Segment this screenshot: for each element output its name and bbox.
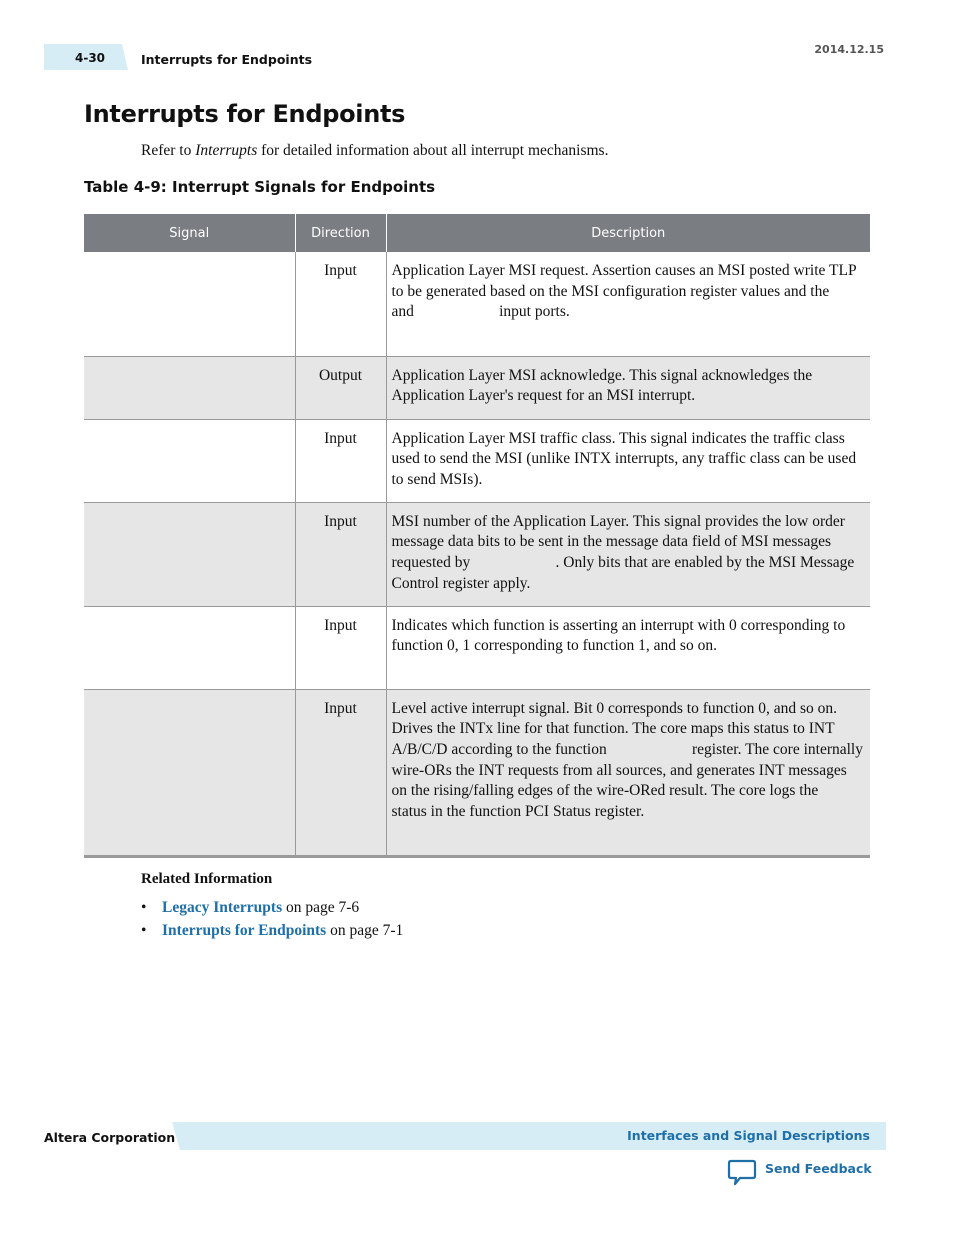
table-row [84,419,870,502]
list-item [141,922,403,945]
table-row [84,252,870,356]
signal-cell [84,252,295,356]
description-cell: MSI number of the Application Layer. This signal provides the low order message data bits to be sent in the message data field of MSI messages requested by . Only bits that are enabled by the MSI Message Control register apply. [386,502,870,606]
page-reference: on page 7-6 [282,899,360,916]
signal-cell [84,689,295,856]
intro-text-start: Refer to [141,142,196,159]
direction-cell: Input [295,606,386,689]
table-caption: Table 4-9: Interrupt Signals for Endpoints [84,178,436,196]
intro-paragraph [141,142,608,160]
signal-cell [84,419,295,502]
direction-cell: Input [295,419,386,502]
list-item [141,899,403,922]
page-reference: on page 7-1 [326,922,404,939]
speech-bubble-icon[interactable] [727,1158,757,1186]
table-row [84,689,870,856]
description-cell: Application Layer MSI request. Assertion causes an MSI posted write TLP to be generated based on the MSI configuration register values and the and input ports. [391,262,915,321]
description-cell: Level active interrupt signal. Bit 0 corresponds to function 0, and so on. Drives the INTx line for that function. The core maps this status to INT A/B/C/D according to the function register. The core internally wire-ORs the INT requests from all sources, and generates INT messages on the rising/falling edges of the wire-ORed result. The core logs the status in the function PCI Status register. [386,689,870,856]
send-feedback-link[interactable]: Send Feedback [765,1161,872,1176]
table-row [84,502,870,606]
table-header-row [84,214,870,252]
running-header-title: Interrupts for Endpoints [141,52,313,67]
signal-cell [84,356,295,419]
direction-cell: Input [295,502,386,606]
table-row [84,606,870,689]
column-header-direction: Direction [295,214,386,252]
table-row [84,356,870,419]
footer-chapter-link[interactable]: Interfaces and Signal Descriptions [627,1128,870,1143]
interrupts-for-endpoints-link[interactable]: Interrupts for Endpoints [162,922,327,939]
column-header-signal: Signal [84,214,295,252]
section-title: Interrupts for Endpoints [84,100,406,128]
signal-cell [84,606,295,689]
direction-cell: Input [295,252,386,356]
page-number: 4-30 [75,51,106,65]
footer-company: Altera Corporation [44,1130,176,1145]
description-cell: Application Layer MSI traffic class. This signal indicates the traffic class used to send the MSI (unlike INTX interrupts, any traffic class can be used to send MSIs). [386,419,870,502]
related-information-heading: Related Information [141,871,273,887]
interrupt-signals-table [84,214,915,858]
intro-text-end: for detailed information about all interrupt mechanisms. [257,142,609,159]
description-cell: Indicates which function is asserting an interrupt with 0 corresponding to function 0, 1 corresponding to function 1, and so on. [386,606,870,689]
direction-cell: Output [295,356,386,419]
related-links-list [141,899,403,945]
description-cell: Application Layer MSI acknowledge. This signal acknowledges the Application Layer's request for an MSI interrupt. [386,356,870,419]
direction-cell: Input [295,689,386,856]
bullet: • [141,899,147,916]
intro-reference: Interrupts [195,142,258,159]
signal-cell [84,502,295,606]
legacy-interrupts-link[interactable]: Legacy Interrupts [162,899,283,916]
column-header-description: Description [386,214,870,252]
document-date: 2014.12.15 [814,43,884,56]
bullet: • [141,922,147,939]
